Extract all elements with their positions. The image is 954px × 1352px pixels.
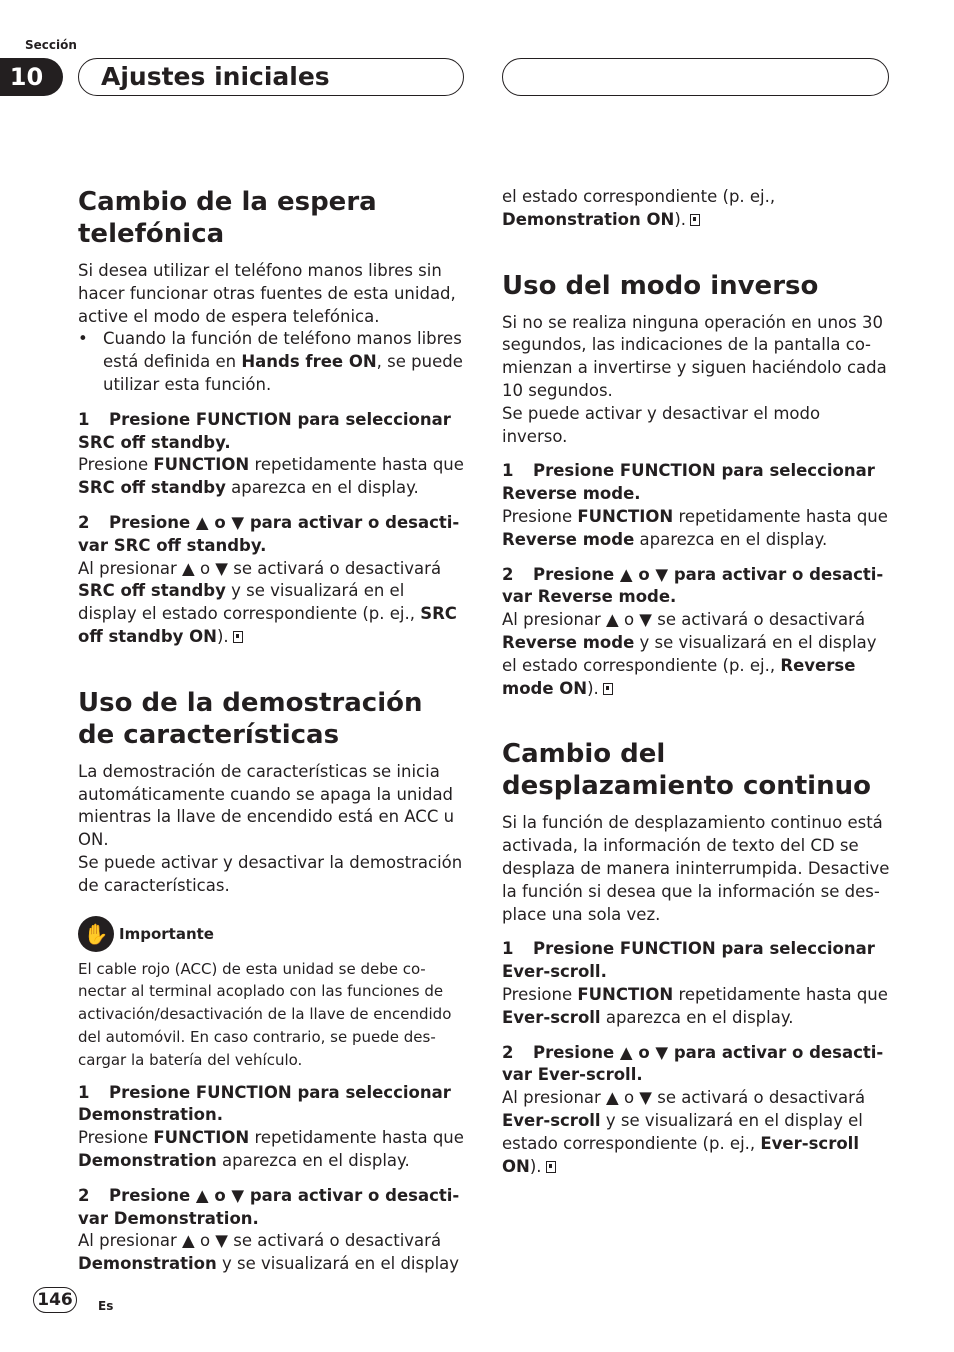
step-body-continued: el estado correspondiente (p. ej., Demonstration ON). <box>502 187 776 229</box>
end-mark-icon <box>690 214 700 226</box>
important-note: El cable rojo (ACC) de esta unidad se debe conectar al terminal acoplado con las funciones de activación/desactivación de la llave de encendido del automóvil. En caso contrario, se puede descargar la batería del vehículo. <box>78 959 452 1069</box>
important-label: Importante <box>119 924 214 943</box>
chapter-title: Ajustes iniciales <box>101 62 330 91</box>
step-title: 1 Presione FUNCTION para seleccionar Demonstration. <box>78 1082 451 1125</box>
hand-icon: ✋ <box>78 916 114 952</box>
section-number-badge: 10 <box>0 58 63 96</box>
chapter-title-box <box>78 58 464 96</box>
empty-header-box <box>502 58 889 96</box>
paragraph: Si la función de desplazamiento continuo está activada, la información de texto del CD se desplaza de manera ininterrumpida. Desactive la función si desea que la información se desplace una sola vez. <box>502 813 890 924</box>
section-heading: Uso de la demostración de características <box>78 687 423 750</box>
step-title: 2 Presione ▲ o ▼ para activar o desactivar Demonstration. <box>78 1185 460 1228</box>
important-header <box>78 916 464 952</box>
paragraph: Se puede activar y desactivar el modo inverso. <box>502 403 821 446</box>
end-mark-icon <box>546 1161 556 1173</box>
paragraph: Si no se realiza ninguna operación en unos 30 segundos, las indicaciones de la pantalla comienzan a invertirse y siguen haciéndolo cada 10 segundos. <box>502 312 887 400</box>
end-mark-icon <box>233 631 243 643</box>
step-body: Presione FUNCTION repetidamente hasta que Reverse mode aparezca en el display. <box>502 506 888 549</box>
step-title: 1 Presione FUNCTION para seleccionar Reverse mode. <box>502 461 875 504</box>
paragraph: La demostración de características se inicia automáticamente cuando se apaga la unidad mientras la llave de encendido está en ACC u ON. <box>78 761 455 850</box>
step-body: Presione FUNCTION repetidamente hasta que SRC off standby aparezca en el display. <box>78 455 464 498</box>
step-body: Presione FUNCTION repetidamente hasta que Demonstration aparezca en el display. <box>78 1128 464 1170</box>
paragraph: Si desea utilizar el teléfono manos libres sin hacer funcionar otras fuentes de esta unidad, active el modo de espera telefónica. <box>78 261 456 326</box>
step-title: 2 Presione ▲ o ▼ para activar o desactivar Ever-scroll. <box>502 1042 884 1085</box>
paragraph: Se puede activar y desactivar la demostración de características. <box>78 852 463 895</box>
right-column <box>502 186 890 1178</box>
page-number: 146 <box>33 1287 77 1313</box>
step-body: Presione FUNCTION repetidamente hasta que Ever-scroll aparezca en el display. <box>502 984 888 1027</box>
step-body: Al presionar ▲ o ▼ se activará o desactivará SRC off standby y se visualizará en el display el estado correspondiente (p. ej., SRC off standby ON). <box>78 558 457 646</box>
step-body: Al presionar ▲ o ▼ se activará o desactivará Reverse mode y se visualizará en el display el estado correspondiente (p. ej., Reverse mode ON). <box>502 610 877 698</box>
step-title: 1 Presione FUNCTION para seleccionar Ever-scroll. <box>502 939 875 982</box>
bullet-item: • Cuando la función de teléfono manos libres está definida en Hands free ON, se puede utilizar esta función. <box>78 328 464 396</box>
section-heading: Uso del modo inverso <box>502 270 819 301</box>
step-body: Al presionar ▲ o ▼ se activará o desactivará Demonstration y se visualizará en el display <box>78 1231 460 1274</box>
left-column <box>78 186 464 1276</box>
language-code: Es <box>98 1299 114 1313</box>
step-title: 2 Presione ▲ o ▼ para activar o desactivar Reverse mode. <box>502 564 884 607</box>
step-title: 2 Presione ▲ o ▼ para activar o desactivar SRC off standby. <box>78 512 460 555</box>
section-label: Sección <box>25 38 77 52</box>
step-body: Al presionar ▲ o ▼ se activará o desactivará Ever-scroll y se visualizará en el display el estado correspondiente (p. ej., Ever-scroll ON). <box>502 1088 866 1176</box>
end-mark-icon <box>603 683 613 695</box>
section-heading: Cambio de la espera telefónica <box>78 187 377 249</box>
step-title: 1 Presione FUNCTION para seleccionar SRC off standby. <box>78 409 451 452</box>
section-heading: Cambio del desplazamiento continuo <box>502 739 871 802</box>
